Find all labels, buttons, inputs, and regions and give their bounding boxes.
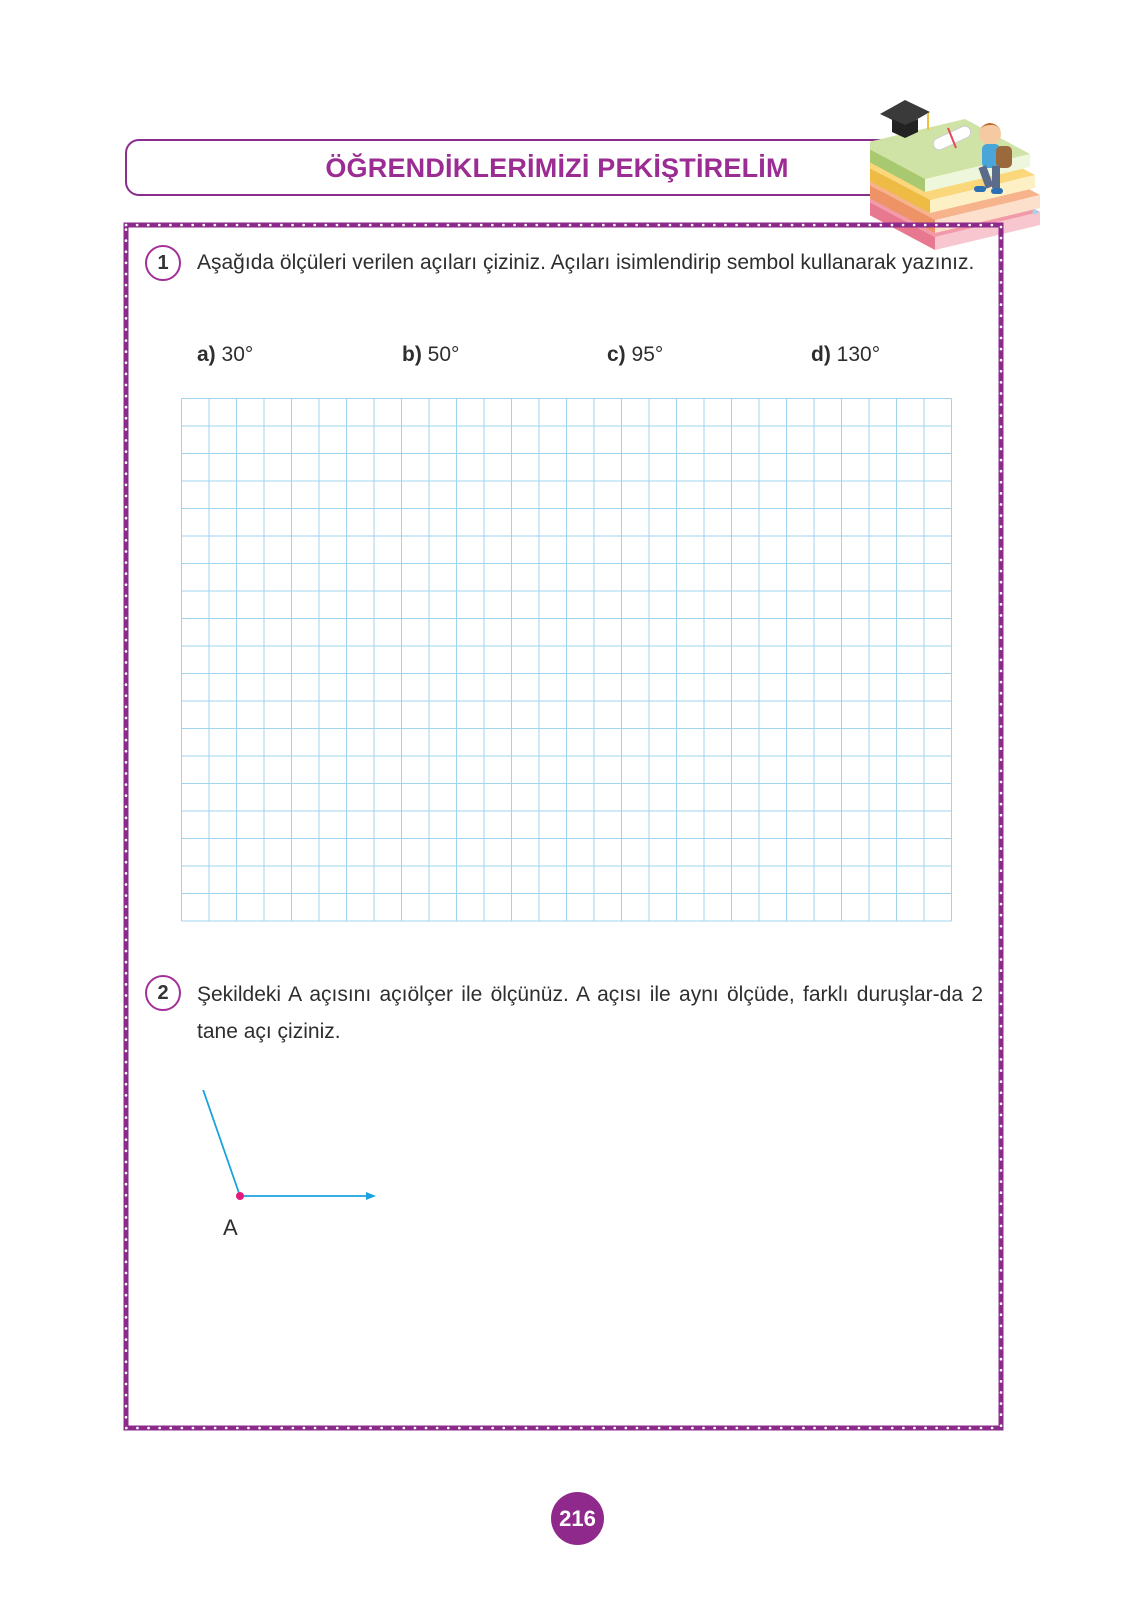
- option-b: [402, 343, 459, 367]
- option-b-value: 50°: [427, 343, 460, 366]
- question-2-number: 2: [145, 975, 181, 1011]
- option-a-letter: a): [197, 343, 216, 366]
- arrowhead-horizontal: [366, 1192, 376, 1200]
- question-1-text: Aşağıda ölçüleri verilen açıları çiziniz. Açıları isimlendirip sembol kullanarak yazınız.: [197, 251, 975, 274]
- vertex-label: A: [223, 1215, 238, 1240]
- option-a: [197, 343, 253, 367]
- option-c-letter: c): [607, 343, 626, 366]
- section-title: ÖĞRENDİKLERİMİZİ PEKİŞTİRELİM: [325, 153, 789, 183]
- angle-ray-upper: [199, 1090, 240, 1196]
- question-2-text: Şekildeki A açısını açıölçer ile ölçünüz. A açısı ile aynı ölçüde, farklı duruşlar-da 2 tane açı çiziniz.: [197, 983, 983, 1043]
- vertex-dot: [236, 1192, 244, 1200]
- option-d-value: 130°: [836, 343, 881, 366]
- option-d-letter: d): [811, 343, 831, 366]
- option-a-value: 30°: [221, 343, 254, 366]
- question-1-number: 1: [145, 245, 181, 281]
- option-c-value: 95°: [631, 343, 664, 366]
- option-b-letter: b): [402, 343, 422, 366]
- option-c: [607, 343, 663, 367]
- option-d: [811, 343, 880, 367]
- section-header: [125, 139, 955, 196]
- page-number: 216: [551, 1492, 604, 1545]
- drawing-grid[interactable]: [181, 398, 952, 923]
